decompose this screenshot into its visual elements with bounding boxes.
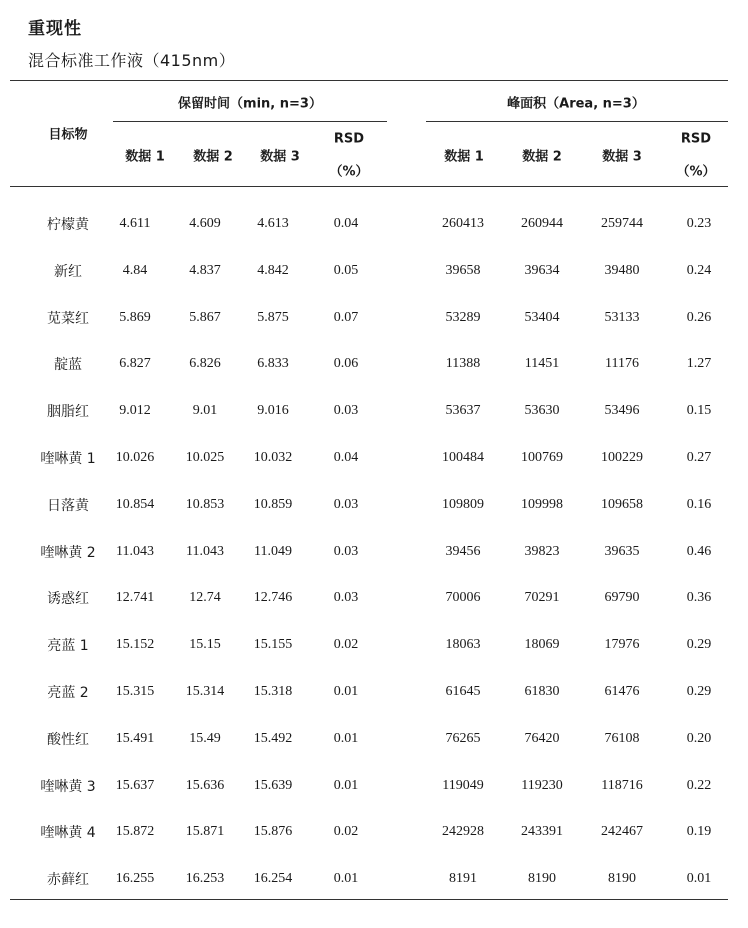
cell-area-rsd: 0.20 (686, 730, 712, 746)
cell-rt-data3: 15.155 (253, 637, 293, 653)
header-rt-data2: 数据 2 (193, 149, 233, 165)
cell-rt-data1: 4.84 (122, 262, 148, 278)
table-top-rule (10, 80, 728, 81)
cell-rt-data1: 6.827 (119, 356, 151, 372)
cell-row-name: 喹啉黄 2 (40, 544, 96, 561)
cell-area-data1: 11388 (445, 356, 481, 372)
table-caption: 混合标准工作液（415nm） (28, 51, 236, 70)
header-area-data3: 数据 3 (602, 149, 642, 165)
cell-area-data1: 61645 (445, 684, 481, 699)
cell-area-data2: 53630 (524, 403, 560, 419)
cell-row-name: 靛蓝 (54, 357, 82, 374)
cell-area-data1: 100484 (442, 450, 484, 465)
cell-rt-rsd: 0.01 (333, 684, 359, 699)
area-group-rule (426, 121, 728, 122)
cell-rt-data2: 12.74 (189, 590, 221, 606)
cell-area-rsd: 0.27 (686, 450, 712, 465)
cell-rt-data2: 9.01 (192, 403, 218, 419)
cell-row-name: 胭脂红 (47, 404, 89, 421)
cell-area-data3: 8190 (608, 871, 636, 887)
cell-rt-data3: 5.875 (257, 309, 289, 325)
cell-area-rsd: 0.29 (686, 637, 712, 653)
header-area-data1: 数据 1 (444, 149, 484, 165)
cell-area-data3: 76108 (604, 730, 640, 746)
cell-rt-data3: 15.492 (253, 730, 293, 746)
header-rt-data1: 数据 1 (125, 149, 165, 165)
cell-rt-data1: 5.869 (119, 309, 151, 325)
header-retention-group: 保留时间（min, n=3） (178, 96, 322, 112)
cell-row-name: 亮蓝 1 (47, 638, 89, 655)
cell-rt-data2: 10.025 (185, 450, 225, 465)
cell-row-name: 酸性红 (47, 731, 89, 748)
header-rt-data3: 数据 3 (260, 149, 300, 165)
cell-rt-data1: 16.255 (115, 871, 155, 887)
cell-rt-data2: 15.49 (189, 730, 221, 746)
cell-area-data3: 100229 (601, 450, 643, 465)
cell-area-data2: 11451 (524, 356, 560, 372)
retention-group-rule (113, 121, 387, 122)
cell-area-data3: 53496 (604, 403, 640, 419)
cell-row-name: 喹啉黄 1 (40, 451, 96, 467)
cell-row-name: 赤藓红 (47, 872, 89, 889)
cell-rt-rsd: 0.02 (333, 637, 359, 653)
cell-rt-data2: 4.609 (189, 216, 221, 231)
cell-area-rsd: 0.36 (686, 590, 712, 606)
cell-rt-data1: 9.012 (119, 403, 151, 419)
cell-rt-data1: 15.637 (115, 777, 155, 793)
cell-area-data2: 260944 (521, 216, 563, 231)
cell-rt-rsd: 0.03 (333, 590, 359, 606)
cell-rt-rsd: 0.04 (333, 450, 359, 465)
cell-area-rsd: 0.19 (686, 824, 712, 840)
cell-rt-data3: 12.746 (253, 590, 293, 606)
cell-rt-rsd: 0.04 (333, 216, 359, 231)
cell-area-data1: 109809 (442, 496, 484, 512)
cell-rt-rsd: 0.07 (333, 309, 359, 325)
cell-area-data1: 8191 (449, 871, 477, 887)
cell-rt-data1: 4.611 (119, 216, 151, 231)
cell-rt-rsd: 0.03 (333, 496, 359, 512)
cell-area-data2: 76420 (524, 730, 560, 746)
cell-area-data3: 69790 (604, 590, 640, 606)
cell-area-rsd: 0.01 (686, 871, 712, 887)
cell-row-name: 喹啉黄 3 (40, 778, 96, 795)
cell-area-data2: 70291 (524, 590, 560, 606)
cell-row-name: 苋菜红 (47, 310, 89, 327)
cell-rt-data1: 11.043 (116, 543, 154, 559)
cell-rt-data3: 11.049 (254, 543, 292, 559)
cell-area-data2: 109998 (521, 496, 563, 512)
cell-rt-data2: 11.043 (186, 543, 224, 559)
cell-area-rsd: 0.15 (686, 403, 712, 419)
cell-rt-data2: 10.853 (185, 496, 225, 512)
cell-rt-rsd: 0.05 (333, 262, 359, 278)
header-area-data2: 数据 2 (522, 149, 562, 165)
cell-area-rsd: 0.24 (686, 262, 712, 278)
cell-rt-data1: 15.491 (115, 730, 155, 746)
header-area-group: 峰面积（Area, n=3） (507, 96, 645, 112)
cell-rt-data3: 4.613 (257, 216, 289, 231)
cell-area-data1: 18063 (445, 637, 481, 653)
cell-area-data1: 260413 (442, 216, 484, 231)
cell-area-data1: 39456 (445, 543, 481, 559)
header-bottom-rule (10, 186, 728, 187)
cell-area-data2: 39634 (524, 262, 560, 278)
cell-rt-data2: 5.867 (189, 309, 221, 325)
table-bottom-rule (10, 899, 728, 900)
cell-area-data1: 53637 (445, 403, 481, 419)
cell-area-rsd: 0.26 (686, 309, 712, 325)
cell-rt-rsd: 0.01 (333, 730, 359, 746)
cell-area-data3: 17976 (604, 637, 640, 653)
cell-area-data2: 61830 (524, 684, 560, 699)
header-rt-rsd: RSD (333, 131, 365, 147)
cell-area-rsd: 1.27 (686, 356, 712, 372)
cell-area-data2: 53404 (524, 309, 560, 325)
cell-row-name: 柠檬黄 (47, 217, 89, 233)
cell-area-rsd: 0.46 (686, 543, 712, 559)
cell-row-name: 日落黄 (47, 497, 89, 514)
cell-rt-data2: 15.871 (185, 824, 225, 840)
cell-rt-rsd: 0.03 (333, 403, 359, 419)
cell-area-data1: 39658 (445, 262, 481, 278)
cell-rt-data1: 15.152 (115, 637, 155, 653)
cell-rt-data3: 6.833 (257, 356, 289, 372)
cell-row-name: 亮蓝 2 (47, 685, 89, 701)
cell-area-data2: 119230 (521, 777, 563, 793)
cell-area-data3: 259744 (601, 216, 643, 231)
cell-area-data1: 53289 (445, 309, 481, 325)
cell-area-rsd: 0.29 (686, 684, 712, 699)
cell-rt-data3: 15.876 (253, 824, 293, 840)
cell-rt-data2: 15.15 (189, 637, 221, 653)
header-target: 目标物 (48, 127, 88, 143)
cell-rt-data3: 9.016 (257, 403, 289, 419)
cell-rt-data2: 4.837 (189, 262, 221, 278)
cell-area-data3: 39635 (604, 543, 640, 559)
cell-area-data1: 242928 (442, 824, 484, 840)
cell-area-data3: 11176 (605, 356, 639, 372)
cell-rt-rsd: 0.01 (333, 871, 359, 887)
cell-rt-data3: 10.859 (253, 496, 293, 512)
cell-area-data3: 61476 (604, 684, 640, 699)
cell-rt-data3: 15.318 (253, 684, 293, 699)
cell-rt-data1: 10.854 (115, 496, 155, 512)
cell-area-data2: 18069 (524, 637, 560, 653)
cell-area-data3: 242467 (601, 824, 643, 840)
cell-area-rsd: 0.22 (686, 777, 712, 793)
cell-area-data3: 53133 (604, 309, 640, 325)
cell-area-rsd: 0.23 (686, 216, 712, 231)
cell-area-data3: 39480 (604, 262, 640, 278)
cell-rt-data2: 6.826 (189, 356, 221, 372)
cell-rt-rsd: 0.02 (333, 824, 359, 840)
cell-area-data3: 109658 (601, 496, 643, 512)
cell-rt-data1: 15.315 (115, 684, 155, 699)
cell-row-name: 诱惑红 (47, 591, 89, 608)
cell-area-data2: 100769 (521, 450, 563, 465)
cell-rt-data3: 15.639 (253, 777, 293, 793)
cell-rt-data2: 16.253 (185, 871, 225, 887)
cell-area-data1: 70006 (445, 590, 481, 606)
cell-rt-data3: 16.254 (253, 871, 293, 887)
header-area-rsd-unit: （%） (676, 164, 716, 180)
cell-rt-data1: 15.872 (115, 824, 155, 840)
cell-area-data1: 119049 (442, 777, 484, 793)
cell-area-data2: 39823 (524, 543, 560, 559)
cell-rt-data2: 15.636 (185, 777, 225, 793)
cell-rt-rsd: 0.01 (333, 777, 359, 793)
cell-area-rsd: 0.16 (686, 496, 712, 512)
cell-area-data2: 8190 (528, 871, 556, 887)
cell-rt-data2: 15.314 (185, 684, 225, 699)
cell-rt-data1: 10.026 (115, 450, 155, 465)
cell-rt-data1: 12.741 (115, 590, 155, 606)
cell-rt-rsd: 0.06 (333, 356, 359, 372)
section-title: 重现性 (28, 19, 82, 39)
cell-area-data1: 76265 (445, 730, 481, 746)
cell-rt-rsd: 0.03 (333, 543, 359, 559)
header-rt-rsd-unit: （%） (329, 164, 369, 180)
cell-area-data3: 118716 (601, 777, 643, 793)
cell-row-name: 喹啉黄 4 (40, 825, 96, 842)
cell-area-data2: 243391 (521, 824, 563, 840)
cell-rt-data3: 4.842 (257, 262, 289, 278)
header-area-rsd: RSD (680, 131, 712, 147)
cell-rt-data3: 10.032 (253, 450, 293, 465)
cell-row-name: 新红 (54, 263, 82, 280)
